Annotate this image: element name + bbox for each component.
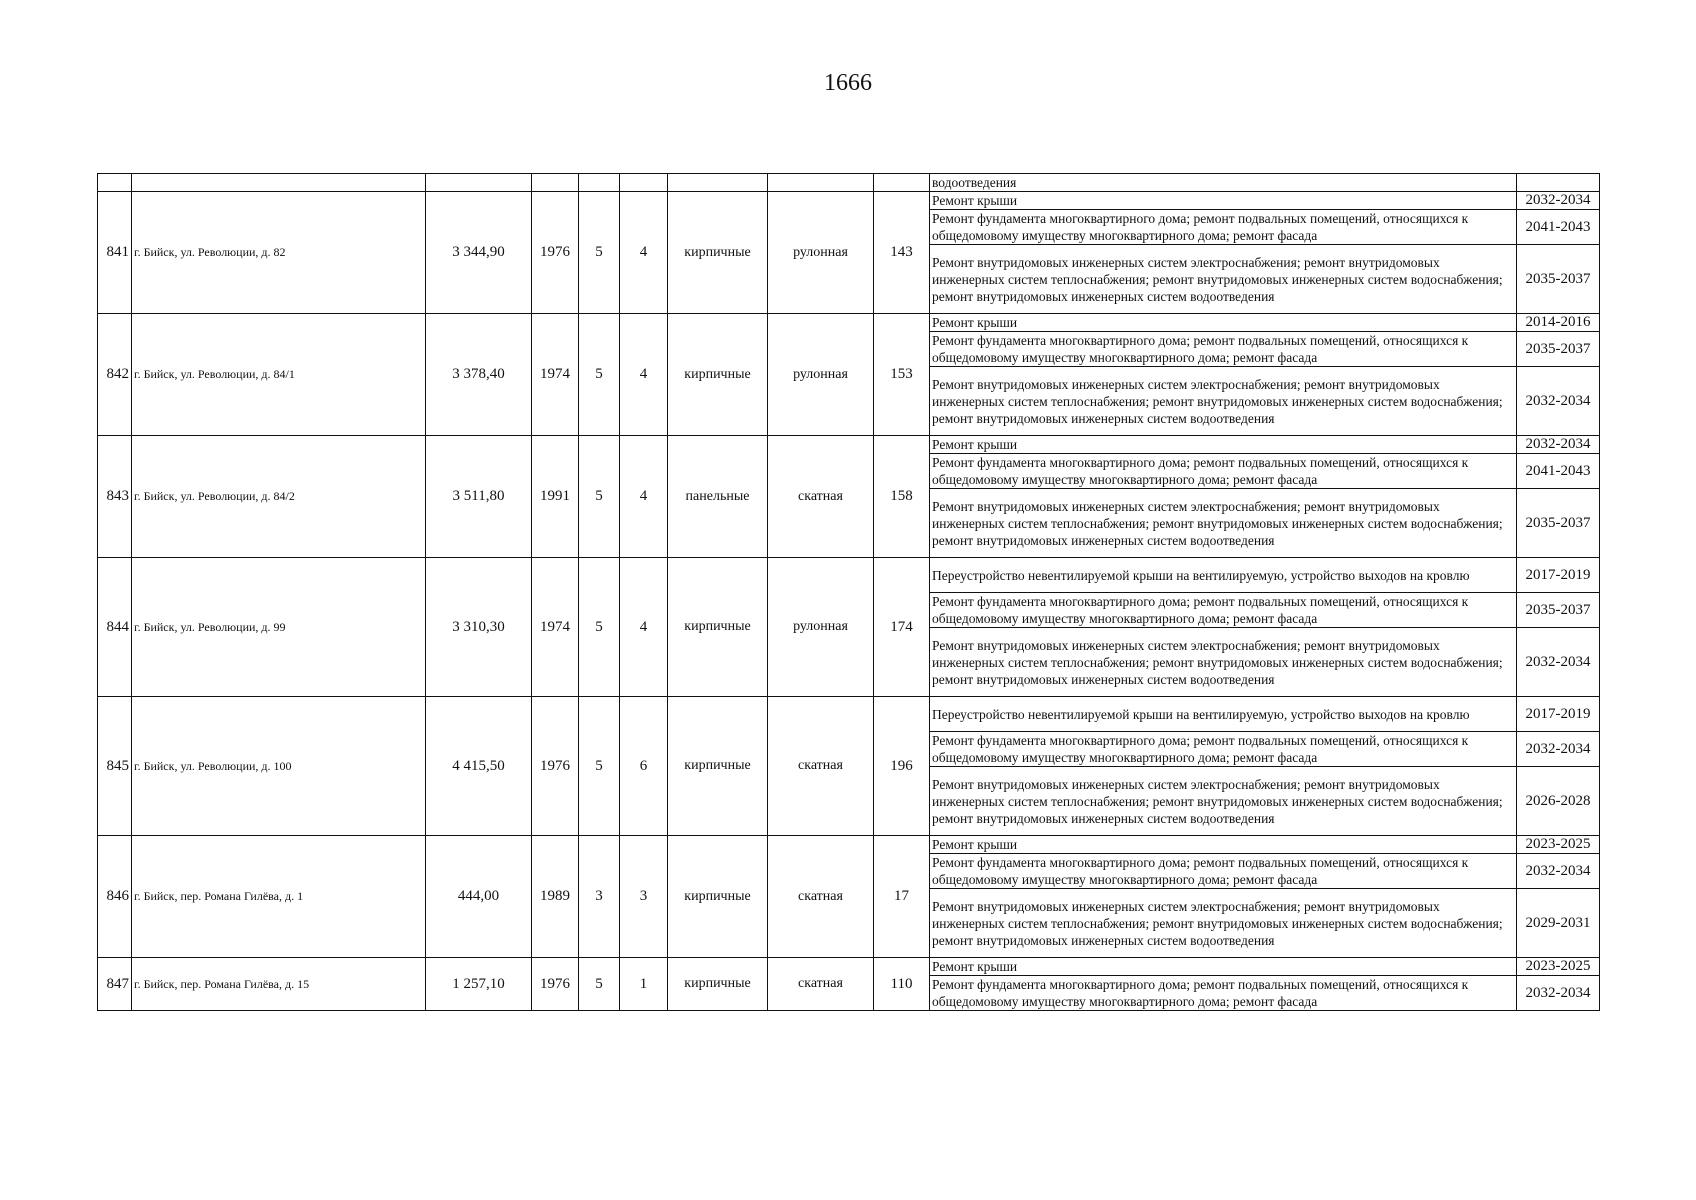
work-description: Ремонт фундамента многоквартирного дома; ремонт подвальных помещений, относящихся к общедомовому имуществу многоквартирного дома; ремонт фасада [930,976,1517,1011]
work-description: Ремонт внутридомовых инженерных систем электроснабжения; ремонт внутридомовых инженерных систем теплоснабжения; ремонт внутридомовых инженерных систем водоснабжения; ремонт внутридомовых инженерных систем водоотведения [930,628,1517,697]
floor-count: 5 [579,958,620,1011]
residents-count: 17 [874,836,930,958]
entrance-count: 6 [620,697,668,836]
house-address: г. Бийск, ул. Революции, д. 84/2 [132,436,426,558]
work-description: Ремонт крыши [930,958,1517,976]
wall-material: кирпичные [668,558,768,697]
work-period: 2032-2034 [1517,436,1600,454]
work-period: 2035-2037 [1517,593,1600,628]
build-year: 1976 [532,192,579,314]
work-description: Ремонт фундамента многоквартирного дома; ремонт подвальных помещений, относящихся к общедомовому имуществу многоквартирного дома; ремонт фасада [930,593,1517,628]
work-period: 2032-2034 [1517,854,1600,889]
row-number: 844 [98,558,132,697]
work-period: 2032-2034 [1517,628,1600,697]
carry-over-row [98,174,1600,192]
wall-material: панельные [668,436,768,558]
table-row [98,836,1600,854]
work-description: Ремонт фундамента многоквартирного дома; ремонт подвальных помещений, относящихся к общедомовому имуществу многоквартирного дома; ремонт фасада [930,210,1517,245]
build-year: 1989 [532,836,579,958]
table-row [98,192,1600,210]
entrance-count: 4 [620,314,668,436]
work-period: 2035-2037 [1517,489,1600,558]
entrance-count: 1 [620,958,668,1011]
work-period: 2041-2043 [1517,454,1600,489]
work-description: Ремонт фундамента многоквартирного дома; ремонт подвальных помещений, относящихся к общедомовому имуществу многоквартирного дома; ремонт фасада [930,454,1517,489]
roof-type: рулонная [768,192,874,314]
house-address: г. Бийск, ул. Революции, д. 82 [132,192,426,314]
house-address: г. Бийск, пер. Романа Гилёва, д. 15 [132,958,426,1011]
work-description: Переустройство невентилируемой крыши на вентилируемую, устройство выходов на кровлю [930,697,1517,732]
roof-type: рулонная [768,314,874,436]
entrance-count: 4 [620,558,668,697]
wall-material: кирпичные [668,314,768,436]
roof-type: скатная [768,697,874,836]
work-description: Ремонт крыши [930,192,1517,210]
house-address: г. Бийск, ул. Революции, д. 99 [132,558,426,697]
work-description: Ремонт внутридомовых инженерных систем электроснабжения; ремонт внутридомовых инженерных систем теплоснабжения; ремонт внутридомовых инженерных систем водоснабжения; ремонт внутридомовых инженерных систем водоотведения [930,767,1517,836]
residents-count: 196 [874,697,930,836]
work-period: 2017-2019 [1517,697,1600,732]
residents-count: 158 [874,436,930,558]
entrance-count: 4 [620,436,668,558]
entrance-count: 4 [620,192,668,314]
work-period: 2035-2037 [1517,245,1600,314]
work-period: 2026-2028 [1517,767,1600,836]
work-description: Переустройство невентилируемой крыши на вентилируемую, устройство выходов на кровлю [930,558,1517,593]
work-period: 2035-2037 [1517,332,1600,367]
work-description: Ремонт внутридомовых инженерных систем электроснабжения; ремонт внутридомовых инженерных систем теплоснабжения; ремонт внутридомовых инженерных систем водоснабжения; ремонт внутридомовых инженерных систем водоотведения [930,245,1517,314]
floor-count: 5 [579,436,620,558]
row-number: 846 [98,836,132,958]
roof-type: скатная [768,836,874,958]
residents-count: 143 [874,192,930,314]
roof-type: скатная [768,958,874,1011]
total-area: 3 378,40 [426,314,532,436]
work-period: 2032-2034 [1517,192,1600,210]
total-area: 3 310,30 [426,558,532,697]
work-description: Ремонт внутридомовых инженерных систем электроснабжения; ремонт внутридомовых инженерных систем теплоснабжения; ремонт внутридомовых инженерных систем водоснабжения; ремонт внутридомовых инженерных систем водоотведения [930,367,1517,436]
row-number: 845 [98,697,132,836]
wall-material: кирпичные [668,836,768,958]
work-period: 2023-2025 [1517,836,1600,854]
work-period: 2023-2025 [1517,958,1600,976]
row-number: 843 [98,436,132,558]
roof-type: рулонная [768,558,874,697]
floor-count: 5 [579,697,620,836]
work-description: Ремонт фундамента многоквартирного дома; ремонт подвальных помещений, относящихся к общедомовому имуществу многоквартирного дома; ремонт фасада [930,332,1517,367]
build-year: 1976 [532,697,579,836]
total-area: 4 415,50 [426,697,532,836]
table-row [98,558,1600,593]
row-number: 841 [98,192,132,314]
total-area: 444,00 [426,836,532,958]
entrance-count: 3 [620,836,668,958]
work-period: 2032-2034 [1517,367,1600,436]
house-address: г. Бийск, ул. Революции, д. 84/1 [132,314,426,436]
work-description: водоотведения [930,174,1517,192]
floor-count: 5 [579,558,620,697]
work-period: 2032-2034 [1517,732,1600,767]
work-period: 2041-2043 [1517,210,1600,245]
work-description: Ремонт крыши [930,314,1517,332]
work-description: Ремонт фундамента многоквартирного дома; ремонт подвальных помещений, относящихся к общедомовому имуществу многоквартирного дома; ремонт фасада [930,854,1517,889]
table-row [98,314,1600,332]
floor-count: 5 [579,192,620,314]
work-period: 2017-2019 [1517,558,1600,593]
residents-count: 153 [874,314,930,436]
roof-type: скатная [768,436,874,558]
work-period: 2032-2034 [1517,976,1600,1011]
build-year: 1991 [532,436,579,558]
table-row [98,958,1600,976]
capital-repair-table [97,173,1600,1011]
build-year: 1974 [532,558,579,697]
work-description: Ремонт крыши [930,836,1517,854]
wall-material: кирпичные [668,192,768,314]
wall-material: кирпичные [668,958,768,1011]
page-number: 1666 [824,70,872,96]
row-number: 842 [98,314,132,436]
work-period: 2029-2031 [1517,889,1600,958]
total-area: 3 344,90 [426,192,532,314]
total-area: 3 511,80 [426,436,532,558]
build-year: 1974 [532,314,579,436]
house-address: г. Бийск, ул. Революции, д. 100 [132,697,426,836]
row-number: 847 [98,958,132,1011]
work-description: Ремонт внутридомовых инженерных систем электроснабжения; ремонт внутридомовых инженерных систем теплоснабжения; ремонт внутридомовых инженерных систем водоснабжения; ремонт внутридомовых инженерных систем водоотведения [930,489,1517,558]
work-description: Ремонт крыши [930,436,1517,454]
floor-count: 3 [579,836,620,958]
work-description: Ремонт фундамента многоквартирного дома; ремонт подвальных помещений, относящихся к общедомовому имуществу многоквартирного дома; ремонт фасада [930,732,1517,767]
residents-count: 174 [874,558,930,697]
table-row [98,436,1600,454]
floor-count: 5 [579,314,620,436]
build-year: 1976 [532,958,579,1011]
total-area: 1 257,10 [426,958,532,1011]
residents-count: 110 [874,958,930,1011]
work-period [1517,174,1600,192]
work-description: Ремонт внутридомовых инженерных систем электроснабжения; ремонт внутридомовых инженерных систем теплоснабжения; ремонт внутридомовых инженерных систем водоснабжения; ремонт внутридомовых инженерных систем водоотведения [930,889,1517,958]
table-row [98,697,1600,732]
house-address: г. Бийск, пер. Романа Гилёва, д. 1 [132,836,426,958]
work-period: 2014-2016 [1517,314,1600,332]
wall-material: кирпичные [668,697,768,836]
